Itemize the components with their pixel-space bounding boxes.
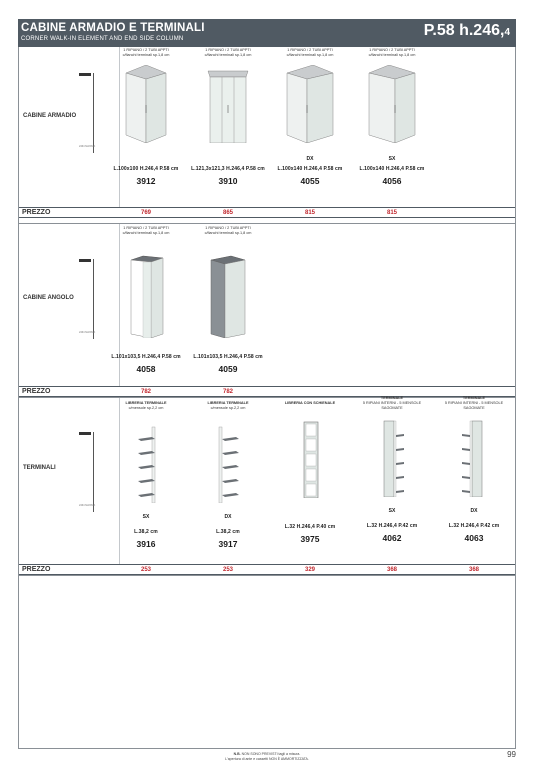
wardrobe-drawing	[121, 65, 171, 143]
product-3917: LIBRERIA TERMINALE c/mensole sp.2,2 cm DX L.38,2 cm 3917	[207, 401, 249, 549]
wardrobe-drawing	[283, 65, 337, 143]
price: 329	[304, 567, 315, 573]
price: 782	[140, 389, 151, 395]
height-scale: 2464 MAXIMA	[77, 259, 107, 339]
height-scale: 2464 MAXIMA	[77, 73, 107, 153]
price-row: PREZZO 782 782	[19, 386, 515, 397]
product-3912: 1 RIPIANO / 2 TUBI APPTI c/fianchi terminali sp.1,8 cm L.100x100 H.246,4 P.58 cm 3912	[113, 48, 179, 186]
product-4062: TERMINALE 5 RIPIANI INTERNI - 5 MENSOLE SAGOMATE SX L.32 H.246,4 P.42 cm 4062	[362, 396, 422, 543]
price-row: PREZZO 769 865 815 815	[19, 207, 515, 218]
price: 815	[304, 210, 315, 216]
scale-marker	[79, 73, 91, 76]
product-4055: 1 RIPIANO / 2 TUBI APPTI c/fianchi terminali sp.1,8 cm DX L.100x140 H.246,4 P.58 cm 4055	[277, 48, 343, 186]
price: 368	[468, 567, 479, 573]
page-number: 99	[507, 750, 516, 759]
wardrobe-drawing	[203, 65, 253, 143]
shelf-unit-drawing	[126, 425, 166, 503]
product-4056: 1 RIPIANO / 2 TUBI APPTI c/fianchi terminali sp.1,8 cm SX L.100x140 H.246,4 P.58 cm 4056	[359, 48, 425, 186]
section-label-terminali: TERMINALI	[23, 465, 56, 471]
product-4059: 1 RIPIANO / 2 TUBI APPTI c/fianchi terminali sp.1,8 cm L.101x103,5 H.246,4 P.58 cm 4059	[193, 226, 263, 374]
product-4058: 1 RIPIANO / 2 TUBI APPTI c/fianchi terminali sp.1,8 cm L.101x103,5 H.246,4 P.58 cm 4058	[111, 226, 181, 374]
price: 769	[140, 210, 151, 216]
price: 253	[222, 567, 233, 573]
page-title: CABINE ARMADIO E TERMINALI	[21, 22, 205, 34]
bookcase-drawing	[290, 420, 330, 498]
price: 253	[140, 567, 151, 573]
corner-cabinet-drawing	[121, 254, 171, 338]
product-3916: LIBRERIA TERMINALE c/mensole sp.2,2 cm SX L.38,2 cm 3916	[125, 401, 167, 549]
price: 782	[222, 389, 233, 395]
wardrobe-drawing	[365, 65, 419, 143]
price: 865	[222, 210, 233, 216]
product-3975: LIBRERIA CON SCHIENALE L.32 H.246,4 P.40 cm 3975	[284, 401, 336, 544]
catalog-frame	[18, 47, 516, 749]
section-label-cabine-armadio: CABINE ARMADIO	[23, 113, 77, 119]
section-divider	[19, 223, 515, 224]
section-divider	[19, 575, 515, 576]
shelf-unit-drawing	[208, 425, 248, 503]
footer-note: N.B. NON SONO PREVISTI tagli a misura. L'apertura di ante e cassetti NON È AMMORTIZZATA.	[225, 752, 309, 761]
end-column-drawing	[454, 419, 494, 497]
corner-cabinet-drawing	[203, 254, 253, 338]
page-subtitle: CORNER WALK-IN ELEMENT AND END SIDE COLUMN	[21, 36, 184, 42]
product-3910: 1 RIPIANO / 2 TUBI APPTI c/fianchi terminali sp.1,8 cm L.121,3x121,3 H.246,4 P.58 cm 3910	[191, 48, 265, 186]
end-column-drawing	[372, 419, 412, 497]
page-header	[18, 19, 516, 47]
section-label-cabine-angolo: CABINE ANGOLO	[23, 295, 74, 301]
price: 368	[386, 567, 397, 573]
price: 815	[386, 210, 397, 216]
price-row: PREZZO 253 253 329 368 368	[19, 564, 515, 575]
height-scale: 2464 MAXIMA	[77, 432, 107, 512]
model-code: P.58 h.246,4	[423, 22, 510, 39]
product-4063: TERMINALE 5 RIPIANI INTERNI - 5 MENSOLE SAGOMATE DX L.32 H.246,4 P.42 cm 4063	[444, 396, 504, 543]
